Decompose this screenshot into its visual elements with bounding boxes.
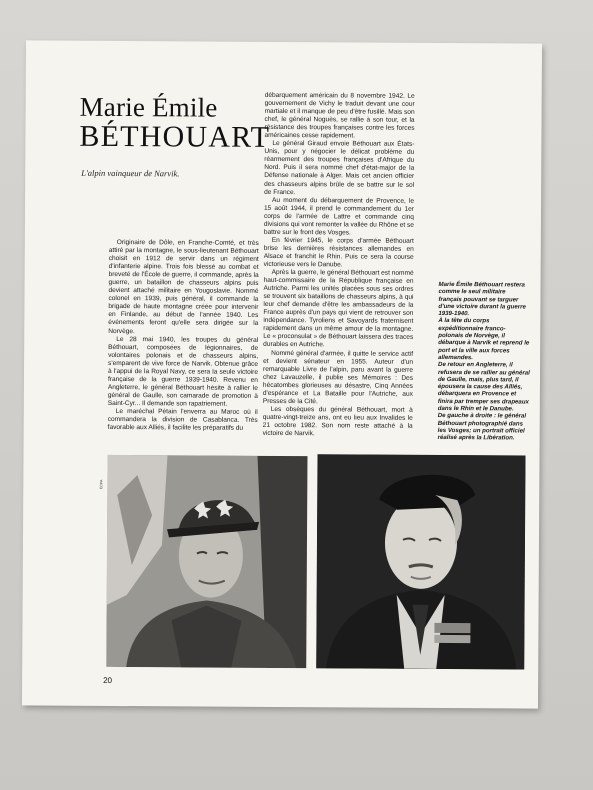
- paragraph: débarquement américain du 8 novembre 1942. Le gouvernement de Vichy le traduit devant une cour martiale et il manque de peu d'être fusillé. Mais son chef, le général Noguès, se rallie à son tour, et la résistance des troupes françaises contre les forces américaines cesse rapidement.: [264, 91, 415, 140]
- magazine-page: [22, 40, 542, 708]
- caption-line: De retour en Angleterre, il refusera de se rallier au général de Gaulle, mais, plus tard, il épousera la cause des Alliés, débarquera en Provence et finira par tremper ses drapeaux dans le Rhin et le Danube.: [437, 361, 530, 413]
- paragraph: Au moment du débarquement de Provence, le 15 août 1944, il prend le commandement du 1er corps de l'armée de Lattre et commande cinq divisions qui vont remonter la vallée du Rhône et se battre sur le front des Vosges.: [263, 196, 415, 237]
- page-number: 20: [103, 675, 113, 685]
- article-subtitle: L'alpin vainqueur de Narvik.: [81, 167, 180, 179]
- photo-caption: [438, 281, 531, 442]
- caption-line: À la tête du corps expéditionnaire franco-polonais de Norvège, il débarque à Narvik et reprend le port et la ville aux forces allemandes.: [438, 317, 530, 362]
- caption-line: Marie Émile Béthouart restera comme le seul militaire français pouvant se targuer d'une victoire durant la guerre 1939-1940.: [438, 280, 526, 318]
- paragraph: Le 28 mai 1940, les troupes du général Béthouart, composées de légionnaires, de volontaires polonais et de chasseurs alpins, s'emparent de vive force de Narvik. Obtenue grâce à l'appui de la Royal Navy, ce sera la seule victoire française de la guerre 1939-1940. Revenu en Angleterre, le général Béthouart hésite à rallier le général de Gaulle, son camarade de promotion à Saint-Cyr... Il demande son rapatriement.: [107, 335, 259, 408]
- photo-general-vosges: [106, 455, 307, 668]
- text-column-left: [108, 239, 259, 433]
- photo-credit: ECPA: [99, 479, 104, 489]
- title-first-names: Marie Émile: [79, 91, 218, 123]
- photo-general-vosges-image: [106, 455, 307, 668]
- paragraph: Originaire de Dôle, en Franche-Comté, et très attiré par la montagne, le sous-lieutenant Béthouart choisit en 1912 de servir dans un régiment d'infanterie alpine. Trois fois blessé au combat et breveté de l'École de guerre, il commande, après la guerre, un bataillon de chasseurs alpins puis devient attaché militaire en Yougoslavie. Nommé colonel en 1939, puis général, il commande la brigade de haute montagne créée pour intervenir en Finlande, au début de l'année 1940. Les événements feront qu'elle sera dirigée sur la Norvège.: [108, 238, 259, 335]
- paragraph: Le maréchal Pétain l'enverra au Maroc où il commandera la division de Casablanca. Très favorable aux Alliés, il facilite les préparatifs du: [107, 407, 258, 432]
- paragraph: En février 1945, le corps d'armée Béthouart brise les dernières résistances allemandes en Alsace et franchit le Rhin. Puis ce sera la course victorieuse vers le Danube.: [263, 236, 414, 269]
- text-column-right: [263, 92, 415, 439]
- paragraph: Le général Giraud envoie Béthouart aux États-Unis, pour y négocier le délicat problème du réarmement des troupes françaises d'Afrique du Nord. Puis il sera nommé chef d'état-major de la Défense nationale à Alger. Mais cet ancien officier des chasseurs alpins brûle de se battre sur le sol de France.: [264, 140, 415, 196]
- title-surname: BÉTHOUART: [79, 119, 271, 154]
- caption-line: De gauche à droite : le général Béthouart photographié dans les Vosges; un portrait officiel réalisé après la Libération.: [437, 412, 527, 442]
- paragraph: Les obsèques du général Béthouart, mort à quatre-vingt-treize ans, ont eu lieu aux Invalides le 21 octobre 1982. Son nom reste attaché à la victoire de Narvik.: [262, 405, 413, 438]
- paragraph: Après la guerre, le général Béthouart est nommé haut-commissaire de la République française en Autriche. Parmi les unités placées sous ses ordres se trouvent six bataillons de chasseurs alpins, à qui leur chef demande d'être les ambassadeurs de la France auprès d'un pays qui vient de retrouver son indépendance. Tyroliens et Savoyards fraternisent rapidement dans un même amour de la montagne. Le « proconsulat » de Béthouart laissera des traces durables en Autriche.: [263, 268, 414, 349]
- article-title: [79, 91, 271, 154]
- photo-official-portrait-image: [316, 454, 525, 669]
- paragraph: Nommé général d'armée, il quitte le service actif et devient sénateur en 1955. Auteur d'un remarquable Livre de l'alpin, paru avant la guerre chez Lavauzelle, il publie ses Mémoires : Des hécatombes glorieuses au désastre, Cinq Années d'espérance et La Bataille pour l'Autriche, aux Presses de la Cité.: [262, 349, 414, 406]
- photo-official-portrait: [316, 454, 525, 669]
